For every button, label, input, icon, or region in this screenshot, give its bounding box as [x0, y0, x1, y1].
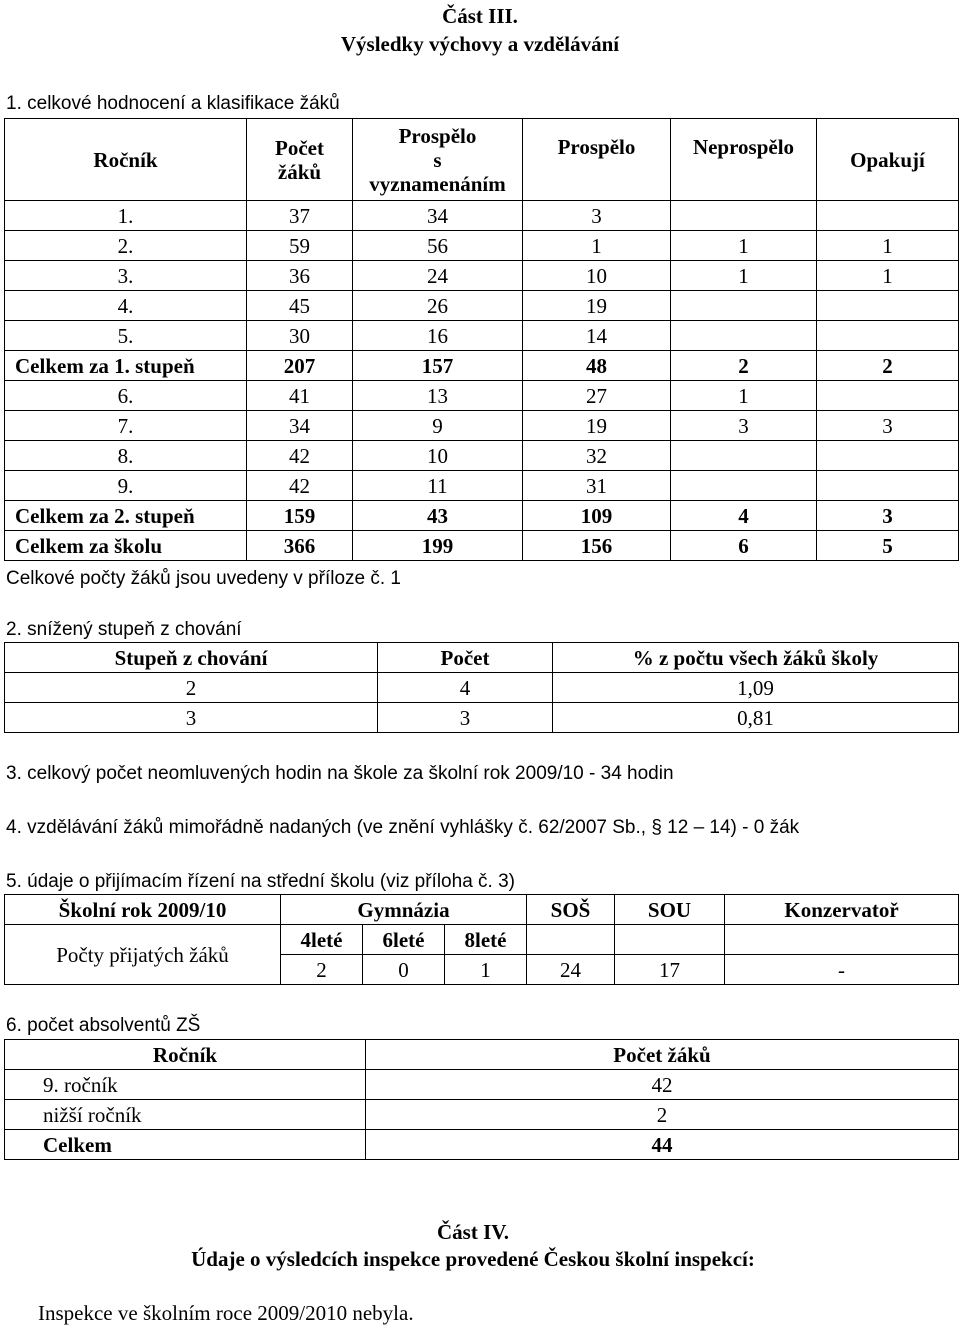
- cell-rocnik: 3.: [5, 261, 247, 291]
- table-row: [5, 471, 959, 501]
- table-row: [5, 1130, 959, 1160]
- table-header-row: [5, 895, 959, 925]
- cell-rocnik: nižší ročník: [5, 1100, 366, 1130]
- cell-opakuji: 1: [817, 231, 959, 261]
- section2-heading: 2. snížený stupeň z chování: [6, 619, 242, 640]
- cell-prospelo: 156: [523, 531, 671, 561]
- cell-prospelo: 14: [523, 321, 671, 351]
- cell-pocet: 42: [247, 471, 353, 501]
- table-row: [5, 321, 959, 351]
- col-header-pocet-zaku: Počet žáků: [366, 1040, 959, 1070]
- cell-rocnik: 9.: [5, 471, 247, 501]
- cell-vyzn: 199: [353, 531, 523, 561]
- row-label-pocty: Počty přijatých žáků: [5, 925, 281, 985]
- cell-pocet: 41: [247, 381, 353, 411]
- col-header-rok: Školní rok 2009/10: [5, 895, 281, 925]
- table-row: [5, 673, 959, 703]
- empty-cell: [615, 925, 725, 955]
- table-row: [5, 291, 959, 321]
- cell-opakuji: [817, 201, 959, 231]
- cell-opakuji: 1: [817, 261, 959, 291]
- cell-vyzn: 9: [353, 411, 523, 441]
- cell-neprospelo: 3: [671, 411, 817, 441]
- classification-table: [4, 118, 959, 561]
- table-header-row: [5, 119, 959, 201]
- col-header-rocnik: Ročník: [5, 1040, 366, 1070]
- cell-prospelo: 109: [523, 501, 671, 531]
- cell-pocet: 30: [247, 321, 353, 351]
- col-header-pocet-line1: Počet: [275, 135, 324, 160]
- cell-rocnik: 8.: [5, 441, 247, 471]
- section4-text: [6, 815, 799, 841]
- col-header-pocet-line2: žáků: [277, 159, 322, 184]
- cell-prospelo: 31: [523, 471, 671, 501]
- cell-procento: 0,81: [553, 703, 959, 733]
- table-row: [5, 201, 959, 231]
- cell-rocnik: 6.: [5, 381, 247, 411]
- cell-rocnik: 9. ročník: [5, 1070, 366, 1100]
- value-6lete: 0: [363, 955, 445, 985]
- cell-pocet: 3: [378, 703, 553, 733]
- cell-pocet: 207: [247, 351, 353, 381]
- section3-text: 3. celkový počet neomluvených hodin na škole za školní rok 2009/10 - 34 hodin: [6, 763, 674, 784]
- cell-rocnik: Celkem za školu: [5, 531, 247, 561]
- table-row: [5, 351, 959, 381]
- section4-text-b: § 12 – 14) - 0 žák: [651, 817, 800, 838]
- section6-heading: 6. počet absolventů ZŠ: [6, 1015, 201, 1036]
- cell-vyzn: 13: [353, 381, 523, 411]
- behavior-table: [4, 642, 959, 733]
- value-sos: 24: [527, 955, 615, 985]
- value-konzervator: -: [725, 955, 959, 985]
- value-8lete: 1: [445, 955, 527, 985]
- cell-neprospelo: 4: [671, 501, 817, 531]
- part3-title: Část III.: [442, 4, 518, 28]
- col-header-pocet: [247, 119, 353, 201]
- cell-pocet: 4: [378, 673, 553, 703]
- cell-pocet: 42: [247, 441, 353, 471]
- empty-cell: [527, 925, 615, 955]
- col-header-pocet: Počet: [378, 643, 553, 673]
- cell-opakuji: 3: [817, 501, 959, 531]
- col-header-vyznamenani: [353, 119, 523, 201]
- cell-pocet: 44: [366, 1130, 959, 1160]
- table-row: [5, 501, 959, 531]
- cell-pocet: 45: [247, 291, 353, 321]
- cell-prospelo: 3: [523, 201, 671, 231]
- cell-pocet: 2: [366, 1100, 959, 1130]
- col-header-sou: SOU: [615, 895, 725, 925]
- cell-neprospelo: [671, 201, 817, 231]
- cell-pocet: 59: [247, 231, 353, 261]
- cell-neprospelo: [671, 471, 817, 501]
- col-header-4lete: 4leté: [281, 925, 363, 955]
- cell-prospelo: 10: [523, 261, 671, 291]
- cell-pocet: 42: [366, 1070, 959, 1100]
- cell-prospelo: 48: [523, 351, 671, 381]
- cell-prospelo: 32: [523, 441, 671, 471]
- col-header-prospelo: Prospělo: [523, 119, 671, 201]
- table-row: [5, 231, 959, 261]
- part4-text: Inspekce ve školním roce 2009/2010 nebyla.: [38, 1301, 414, 1325]
- col-header-neprospelo: Neprospělo: [671, 119, 817, 201]
- cell-neprospelo: [671, 291, 817, 321]
- part4-title: Část IV.: [437, 1220, 509, 1244]
- cell-rocnik: 1.: [5, 201, 247, 231]
- table-row: [5, 531, 959, 561]
- cell-opakuji: 2: [817, 351, 959, 381]
- cell-prospelo: 27: [523, 381, 671, 411]
- cell-pocet: 34: [247, 411, 353, 441]
- table-header-row: [5, 643, 959, 673]
- cell-rocnik: 5.: [5, 321, 247, 351]
- cell-neprospelo: 6: [671, 531, 817, 561]
- cell-rocnik: Celkem za 2. stupeň: [5, 501, 247, 531]
- col-header-6lete: 6leté: [363, 925, 445, 955]
- cell-vyzn: 16: [353, 321, 523, 351]
- table-row: [5, 703, 959, 733]
- cell-neprospelo: 1: [671, 231, 817, 261]
- cell-opakuji: 3: [817, 411, 959, 441]
- cell-neprospelo: [671, 441, 817, 471]
- col-header-opakuji: Opakují: [817, 119, 959, 201]
- table-header-row: [5, 1040, 959, 1070]
- cell-stupen: 3: [5, 703, 378, 733]
- table-row: [5, 381, 959, 411]
- cell-opakuji: [817, 441, 959, 471]
- value-4lete: 2: [281, 955, 363, 985]
- cell-opakuji: [817, 471, 959, 501]
- cell-vyzn: 43: [353, 501, 523, 531]
- cell-rocnik: 4.: [5, 291, 247, 321]
- col-header-8lete: 8leté: [445, 925, 527, 955]
- part4-subtitle: Údaje o výsledcích inspekce provedené Českou školní inspekcí:: [191, 1247, 755, 1271]
- section1-heading: 1. celkové hodnocení a klasifikace žáků: [6, 93, 340, 114]
- cell-prospelo: 1: [523, 231, 671, 261]
- cell-opakuji: [817, 321, 959, 351]
- section1-note: Celkové počty žáků jsou uvedeny v příloze č. 1: [6, 568, 401, 589]
- cell-rocnik: Celkem: [5, 1130, 366, 1160]
- cell-stupen: 2: [5, 673, 378, 703]
- cell-rocnik: 7.: [5, 411, 247, 441]
- table-subheader-row: [5, 925, 959, 955]
- col-header-rocnik: Ročník: [5, 119, 247, 201]
- admission-table: [4, 894, 959, 985]
- cell-opakuji: [817, 381, 959, 411]
- cell-vyzn: 10: [353, 441, 523, 471]
- col-header-vyzn-line1: Prospělo: [398, 123, 477, 148]
- cell-neprospelo: 1: [671, 261, 817, 291]
- cell-pocet: 159: [247, 501, 353, 531]
- part3-subtitle: Výsledky výchovy a vzdělávání: [340, 32, 620, 56]
- col-header-konzervator: Konzervatoř: [725, 895, 959, 925]
- empty-cell: [725, 925, 959, 955]
- cell-rocnik: Celkem za 1. stupeň: [5, 351, 247, 381]
- col-header-stupen: Stupeň z chování: [5, 643, 378, 673]
- cell-vyzn: 11: [353, 471, 523, 501]
- value-sou: 17: [615, 955, 725, 985]
- cell-prospelo: 19: [523, 291, 671, 321]
- cell-rocnik: 2.: [5, 231, 247, 261]
- col-header-sos: SOŠ: [527, 895, 615, 925]
- cell-pocet: 37: [247, 201, 353, 231]
- cell-neprospelo: 1: [671, 381, 817, 411]
- section5-heading: 5. údaje o přijímacím řízení na střední školu (viz příloha č. 3): [6, 871, 515, 892]
- section4-text-a: 4. vzdělávání žáků mimořádně nadaných (ve znění vyhlášky č. 62/2007 Sb.,: [6, 817, 652, 838]
- table-row: [5, 411, 959, 441]
- cell-pocet: 366: [247, 531, 353, 561]
- table-row: [5, 1070, 959, 1100]
- cell-opakuji: 5: [817, 531, 959, 561]
- cell-vyzn: 157: [353, 351, 523, 381]
- graduates-table: [4, 1039, 959, 1160]
- table-row: [5, 1100, 959, 1130]
- col-header-gymnazia: Gymnázia: [281, 895, 527, 925]
- cell-neprospelo: 2: [671, 351, 817, 381]
- cell-vyzn: 56: [353, 231, 523, 261]
- cell-vyzn: 34: [353, 201, 523, 231]
- table-row: [5, 441, 959, 471]
- col-header-procento: % z počtu všech žáků školy: [553, 643, 959, 673]
- col-header-vyzn-line2: s: [433, 147, 442, 172]
- table-row: [5, 261, 959, 291]
- cell-neprospelo: [671, 321, 817, 351]
- col-header-vyzn-line3: vyznamenáním: [369, 171, 506, 196]
- cell-vyzn: 24: [353, 261, 523, 291]
- cell-prospelo: 19: [523, 411, 671, 441]
- cell-procento: 1,09: [553, 673, 959, 703]
- cell-pocet: 36: [247, 261, 353, 291]
- cell-vyzn: 26: [353, 291, 523, 321]
- cell-opakuji: [817, 291, 959, 321]
